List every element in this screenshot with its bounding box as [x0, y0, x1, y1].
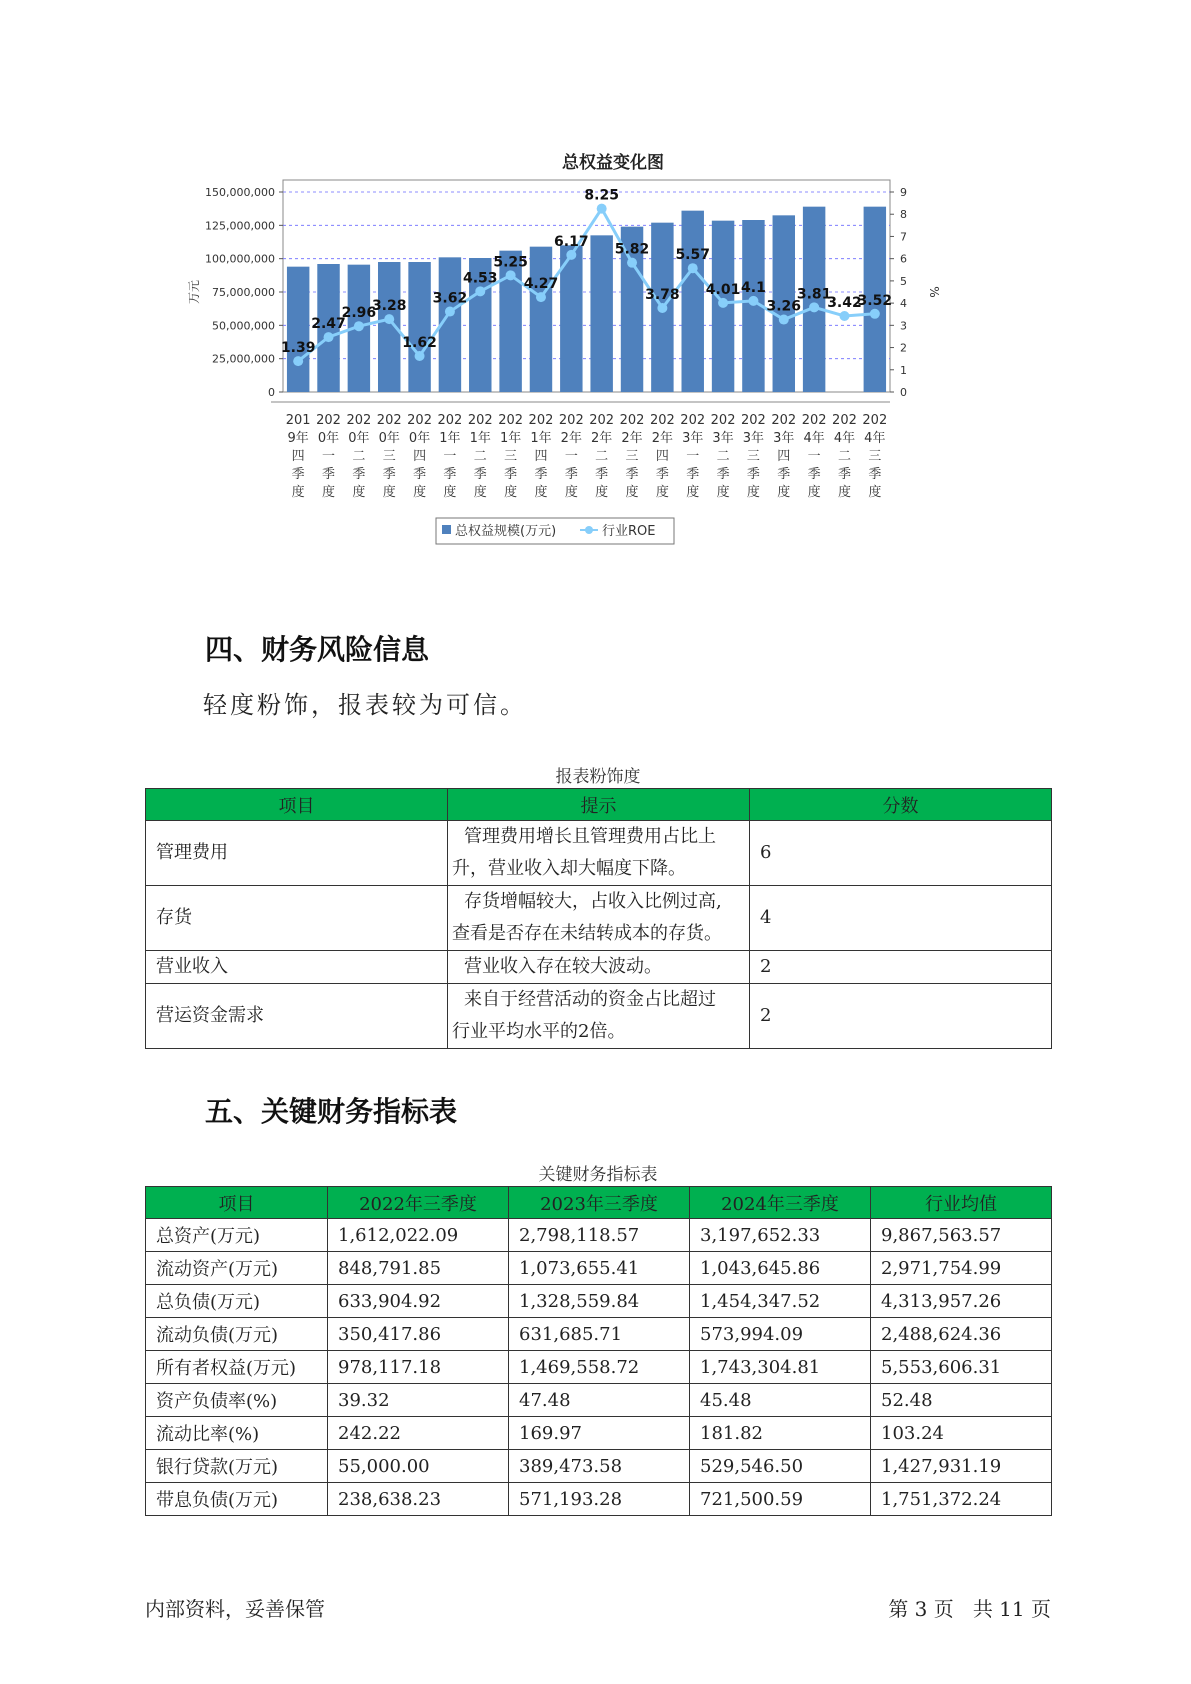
legend-swatch-point: [585, 526, 593, 534]
kfi-value: 1,469,558.72: [509, 1351, 690, 1384]
kfi-value: 238,638.23: [328, 1483, 509, 1516]
kfi-item: 总负债(万元): [146, 1285, 328, 1318]
header-cell: 2023年三季度: [509, 1187, 690, 1219]
y2-tick-label: 9: [900, 186, 907, 199]
x-tick-label: 季: [625, 467, 639, 482]
x-tick-label: 二: [716, 449, 730, 464]
risk-hint: [448, 821, 750, 886]
risk-hint-line: 营业收入存在较大波动。: [464, 956, 662, 977]
y2-tick-label: 1: [900, 363, 907, 377]
x-tick-label: 202: [316, 413, 341, 428]
roe-data-label: 1.62: [402, 335, 437, 351]
x-tick-label: 2年: [621, 431, 643, 446]
table-row: [146, 1450, 1052, 1483]
x-tick-label: 三: [625, 449, 639, 464]
x-tick-label: 3年: [682, 431, 704, 446]
risk-summary: 轻度粉饰，报表较为可信。: [203, 691, 527, 719]
x-tick-label: 三: [504, 449, 518, 464]
roe-data-label: 3.28: [371, 298, 407, 315]
roe-point: [354, 321, 364, 331]
x-tick-label: 季: [686, 467, 700, 482]
x-tick-label: 度: [716, 485, 730, 500]
x-tick-label: 季: [716, 467, 730, 482]
x-tick-label: 四: [777, 449, 791, 464]
kfi-value: 169.97: [509, 1417, 690, 1450]
header-cell: 分数: [750, 789, 1052, 821]
roe-data-label: 3.81: [796, 286, 832, 303]
risk-hint: [448, 951, 750, 984]
table-row: [146, 1384, 1052, 1417]
x-tick-label: 度: [777, 485, 791, 500]
x-tick-label: 3年: [773, 431, 795, 446]
x-tick-label: 度: [322, 485, 336, 500]
page-number: 第 3 页 共 11 页: [888, 1597, 1051, 1621]
kfi-value: 45.48: [690, 1384, 871, 1417]
x-tick-label: 一: [443, 449, 457, 464]
roe-point: [748, 296, 758, 306]
roe-point: [506, 270, 516, 280]
kfi-value: 631,685.71: [509, 1318, 690, 1351]
x-tick-label: 202: [528, 413, 554, 428]
x-tick-label: 度: [413, 485, 427, 500]
equity-bar: [287, 267, 309, 392]
risk-item: 营业收入: [146, 951, 448, 984]
table-row: [146, 821, 1052, 886]
x-tick-label: 四: [291, 449, 305, 464]
kfi-value: 529,546.50: [690, 1450, 871, 1483]
risk-table-caption: 报表粉饰度: [555, 767, 641, 787]
y2-tick-label: 2: [900, 341, 907, 355]
roe-data-label: 5.25: [493, 254, 528, 271]
roe-point: [809, 302, 819, 312]
roe-data-label: 4.01: [705, 281, 741, 298]
roe-point: [536, 292, 546, 302]
header-cell: 项目: [146, 789, 448, 821]
kfi-table-caption: 关键财务指标表: [538, 1165, 658, 1185]
x-tick-label: 4年: [833, 431, 856, 446]
x-tick-label: 度: [382, 485, 396, 500]
x-tick-label: 0年: [408, 431, 431, 446]
kfi-value: 1,043,645.86: [690, 1252, 871, 1285]
risk-item: 存货: [146, 886, 448, 951]
risk-hint-line: 管理费用增长且管理费用占比上: [464, 826, 716, 847]
x-tick-label: 季: [473, 467, 487, 482]
roe-data-label: 4.53: [463, 270, 498, 287]
x-tick-label: 202: [832, 413, 857, 428]
risk-hint-line: 存货增幅较大，占收入比例过高,: [464, 891, 722, 912]
header-cell: 项目: [146, 1187, 328, 1219]
x-tick-label: 度: [291, 485, 305, 500]
y-tick-label: 25,000,000: [212, 352, 275, 366]
x-tick-label: 2年: [560, 431, 582, 446]
x-tick-label: 202: [771, 413, 797, 428]
roe-point: [445, 307, 455, 317]
legend-label-bar: 总权益规模(万元): [455, 524, 557, 539]
kfi-value: 4,313,957.26: [871, 1285, 1052, 1318]
x-tick-label: 度: [807, 485, 821, 500]
x-tick-label: 度: [504, 485, 518, 500]
y2-tick-label: 6: [900, 252, 907, 266]
kfi-value: 47.48: [509, 1384, 690, 1417]
kfi-value: 2,971,754.99: [871, 1252, 1052, 1285]
roe-point: [475, 286, 485, 296]
x-tick-label: 1年: [469, 431, 491, 446]
kfi-value: 1,073,655.41: [509, 1252, 690, 1285]
x-tick-label: 0年: [348, 431, 370, 446]
x-tick-label: 季: [322, 467, 336, 482]
kfi-value: 103.24: [871, 1417, 1052, 1450]
roe-point: [566, 250, 576, 260]
equity-bar: [590, 235, 612, 392]
kfi-value: 55,000.00: [328, 1450, 509, 1483]
table-row: [146, 886, 1052, 951]
kfi-value: 573,994.09: [690, 1318, 871, 1351]
roe-data-label: 2.47: [311, 316, 346, 333]
roe-data-label: 4.1: [741, 279, 766, 296]
equity-bar: [530, 247, 552, 392]
x-tick-label: 4年: [864, 431, 886, 446]
roe-data-label: 2.96: [341, 305, 377, 322]
kfi-value: 1,743,304.81: [690, 1351, 871, 1384]
y-tick-label: 150,000,000: [205, 186, 275, 199]
roe-data-label: 3.42: [827, 295, 862, 311]
x-tick-label: 202: [437, 413, 463, 428]
y2-tick-label: 0: [900, 386, 907, 399]
roe-data-label: 3.26: [766, 298, 802, 315]
table-row: [146, 1351, 1052, 1384]
kfi-value: 3,197,652.33: [690, 1219, 871, 1252]
x-tick-label: 四: [534, 449, 548, 464]
legend-swatch-bar: [442, 525, 451, 534]
equity-bar: [681, 211, 703, 392]
x-tick-label: 度: [473, 485, 487, 500]
risk-hint-line: 查看是否存在未结转成本的存货。: [452, 923, 722, 944]
x-tick-label: 季: [352, 467, 366, 482]
x-tick-label: 四: [655, 449, 669, 464]
x-tick-label: 季: [777, 467, 791, 482]
kfi-value: 721,500.59: [690, 1483, 871, 1516]
header-cell: 提示: [448, 789, 750, 821]
kfi-value: 1,751,372.24: [871, 1483, 1052, 1516]
roe-point: [627, 258, 637, 268]
table-row: [146, 1219, 1052, 1252]
roe-point: [688, 263, 698, 273]
risk-score: 6: [750, 821, 1052, 886]
x-tick-label: 季: [382, 467, 396, 482]
risk-hint-line: 升，营业收入却大幅度下降。: [452, 858, 686, 879]
risk-score: 4: [750, 886, 1052, 951]
risk-item: 管理费用: [146, 821, 448, 886]
risk-score: 2: [750, 984, 1052, 1049]
risk-hint-line: 来自于经营活动的资金占比超过: [464, 989, 716, 1010]
x-tick-label: 度: [443, 485, 457, 500]
x-tick-label: 四: [413, 449, 427, 464]
x-tick-label: 3年: [742, 431, 765, 446]
table-row: [146, 984, 1052, 1049]
x-tick-label: 二: [352, 449, 366, 464]
x-tick-label: 202: [346, 413, 372, 428]
y-tick-label: 125,000,000: [205, 219, 275, 233]
x-tick-label: 1年: [499, 431, 522, 446]
kfi-value: 5,553,606.31: [871, 1351, 1052, 1384]
table-row: [146, 1285, 1052, 1318]
roe-data-label: 5.57: [675, 247, 710, 264]
roe-point: [779, 315, 789, 325]
x-tick-label: 二: [473, 449, 487, 464]
x-tick-label: 202: [619, 413, 645, 428]
table-row: [146, 1417, 1052, 1450]
kfi-item: 流动比率(%): [146, 1417, 328, 1450]
x-tick-label: 1年: [439, 431, 461, 446]
kfi-value: 350,417.86: [328, 1318, 509, 1351]
table-row: [146, 1483, 1052, 1516]
x-tick-label: 度: [686, 485, 700, 500]
x-tick-label: 一: [564, 449, 578, 464]
roe-data-label: 4.27: [523, 276, 559, 293]
roe-point: [839, 311, 849, 321]
kfi-value: 571,193.28: [509, 1483, 690, 1516]
roe-point: [657, 303, 667, 313]
y-axis-title: 万元: [187, 279, 201, 305]
x-tick-label: 季: [746, 467, 760, 482]
kfi-value: 242.22: [328, 1417, 509, 1450]
x-tick-label: 一: [322, 449, 336, 464]
risk-table: [145, 788, 1052, 1049]
x-tick-label: 202: [467, 413, 493, 428]
y-tick-label: 75,000,000: [212, 286, 275, 299]
section4-heading: 四、财务风险信息: [205, 633, 430, 666]
x-tick-label: 季: [534, 467, 548, 482]
kfi-value: 389,473.58: [509, 1450, 690, 1483]
kfi-item: 带息负债(万元): [146, 1483, 328, 1516]
x-tick-label: 二: [595, 449, 609, 464]
y2-tick-label: 7: [900, 230, 907, 244]
x-tick-label: 一: [686, 449, 700, 464]
kfi-value: 9,867,563.57: [871, 1219, 1052, 1252]
x-tick-label: 202: [710, 413, 736, 428]
kfi-value: 1,328,559.84: [509, 1285, 690, 1318]
kfi-value: 978,117.18: [328, 1351, 509, 1384]
y2-tick-label: 5: [900, 274, 907, 288]
chart-svg: [178, 138, 1048, 608]
y-tick-label: 0: [268, 386, 275, 399]
kfi-value: 1,454,347.52: [690, 1285, 871, 1318]
x-tick-label: 4年: [803, 431, 825, 446]
roe-point: [324, 332, 334, 342]
x-tick-label: 季: [413, 467, 427, 482]
header-cell: 2022年三季度: [328, 1187, 509, 1219]
x-tick-label: 202: [407, 413, 432, 428]
x-tick-label: 202: [498, 413, 524, 428]
x-tick-label: 季: [837, 467, 851, 482]
kfi-item: 所有者权益(万元): [146, 1351, 328, 1384]
x-tick-label: 度: [534, 485, 548, 500]
x-tick-label: 季: [291, 467, 305, 482]
x-tick-label: 201: [285, 413, 311, 428]
header-cell: 行业均值: [871, 1187, 1052, 1219]
chart-title: 总权益变化图: [562, 153, 664, 173]
x-tick-label: 度: [352, 485, 366, 500]
roe-point: [415, 351, 425, 361]
y2-tick-label: 4: [900, 297, 907, 311]
x-tick-label: 度: [868, 485, 882, 500]
roe-data-label: 8.25: [584, 187, 619, 204]
risk-item: 营运资金需求: [146, 984, 448, 1049]
x-tick-label: 3年: [712, 431, 734, 446]
kfi-value: 848,791.85: [328, 1252, 509, 1285]
kfi-value: 1,612,022.09: [328, 1219, 509, 1252]
kfi-item: 总资产(万元): [146, 1219, 328, 1252]
kfi-item: 资产负债率(%): [146, 1384, 328, 1417]
x-tick-label: 季: [868, 467, 882, 482]
x-tick-label: 季: [807, 467, 821, 482]
risk-hint: [448, 984, 750, 1049]
x-tick-label: 202: [741, 413, 766, 428]
x-tick-label: 度: [655, 485, 669, 500]
y-tick-label: 100,000,000: [205, 252, 275, 266]
roe-data-label: 3.52: [857, 292, 893, 309]
legend-label-line: 行业ROE: [602, 524, 656, 539]
x-tick-label: 季: [564, 467, 578, 482]
x-tick-label: 202: [862, 413, 888, 428]
roe-data-label: 3.62: [432, 290, 468, 307]
x-tick-label: 度: [564, 485, 578, 500]
roe-data-label: 5.82: [614, 241, 650, 258]
risk-hint: [448, 886, 750, 951]
x-tick-label: 202: [801, 413, 827, 428]
x-tick-label: 二: [837, 449, 851, 464]
x-tick-label: 202: [649, 413, 675, 428]
kfi-item: 流动负债(万元): [146, 1318, 328, 1351]
x-tick-label: 三: [746, 449, 760, 464]
risk-table-header: [146, 789, 1052, 821]
x-tick-label: 度: [625, 485, 639, 500]
roe-data-label: 1.39: [280, 340, 316, 357]
x-tick-label: 9年: [287, 431, 309, 446]
x-tick-label: 202: [680, 413, 706, 428]
x-tick-label: 0年: [317, 431, 340, 446]
roe-point: [384, 314, 394, 324]
table-row: [146, 1252, 1052, 1285]
x-tick-label: 季: [443, 467, 457, 482]
kfi-value: 2,488,624.36: [871, 1318, 1052, 1351]
x-tick-label: 2年: [651, 431, 674, 446]
y2-tick-label: 8: [900, 208, 907, 222]
header-cell: 2024年三季度: [690, 1187, 871, 1219]
y-tick-label: 50,000,000: [212, 319, 275, 333]
roe-point: [293, 356, 303, 366]
risk-hint-line: 行业平均水平的2倍。: [452, 1021, 626, 1042]
x-tick-label: 202: [376, 413, 402, 428]
roe-point: [718, 298, 728, 308]
roe-point: [597, 204, 607, 214]
kfi-item: 银行贷款(万元): [146, 1450, 328, 1483]
y2-axis-title: %: [927, 286, 941, 298]
kfi-value: 181.82: [690, 1417, 871, 1450]
x-tick-label: 季: [504, 467, 518, 482]
x-tick-label: 度: [595, 485, 609, 500]
x-tick-label: 度: [837, 485, 851, 500]
x-tick-label: 202: [589, 413, 615, 428]
risk-score: 2: [750, 951, 1052, 984]
footer-left: 内部资料，妥善保管: [145, 1597, 325, 1621]
x-tick-label: 0年: [378, 431, 400, 446]
x-tick-label: 度: [746, 485, 760, 500]
x-tick-label: 一: [807, 449, 821, 464]
x-tick-label: 1年: [530, 431, 552, 446]
table-row: [146, 1318, 1052, 1351]
x-tick-label: 三: [382, 449, 396, 464]
roe-data-label: 6.17: [554, 233, 589, 250]
roe-point: [870, 309, 880, 319]
x-tick-label: 季: [655, 467, 669, 482]
section5-heading: 五、关键财务指标表: [205, 1095, 458, 1128]
kfi-table: [145, 1186, 1052, 1516]
kfi-value: 1,427,931.19: [871, 1450, 1052, 1483]
table-row: [146, 951, 1052, 984]
x-tick-label: 三: [868, 449, 882, 464]
kfi-value: 39.32: [328, 1384, 509, 1417]
x-tick-label: 季: [595, 467, 609, 482]
kfi-item: 流动资产(万元): [146, 1252, 328, 1285]
x-tick-label: 2年: [591, 431, 613, 446]
y2-tick-label: 3: [900, 319, 907, 333]
roe-data-label: 3.78: [645, 287, 680, 303]
x-tick-label: 202: [558, 413, 584, 428]
equity-bar: [408, 262, 430, 392]
equity-chart: [178, 138, 1048, 608]
kfi-value: 2,798,118.57: [509, 1219, 690, 1252]
kfi-table-header: [146, 1187, 1052, 1219]
kfi-value: 52.48: [871, 1384, 1052, 1417]
kfi-value: 633,904.92: [328, 1285, 509, 1318]
